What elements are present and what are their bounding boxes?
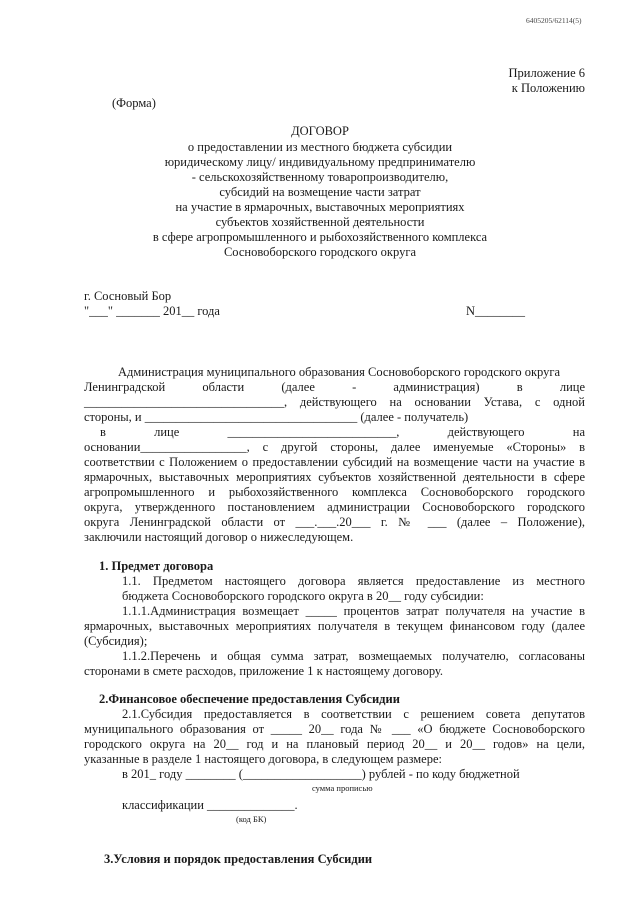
title-line: юридическому лицу/ индивидуальному предпринимателю [164, 155, 476, 169]
title-line: Сосновоборского городского округа [223, 245, 417, 259]
preamble-line: ярмарочных, выставочных мероприятиях субъектов хозяйственной деятельности в сфере [84, 470, 585, 484]
title-line: о предоставлении из местного бюджета субсидии [187, 140, 453, 154]
amount-line: в 201_ году ________ (___________________) рублей - по коду бюджетной [122, 767, 520, 781]
clause-1-1: бюджета Сосновоборского городского округа в 20__ году субсидии: [122, 589, 484, 603]
preamble-line: ________________________________, действующего на основании Устава, с одной [84, 395, 585, 409]
clause-1-1-2: сторонами в смете расходов, приложение 1 к настоящему договору. [84, 664, 444, 678]
date-line: "___" _______ 201__ года [84, 304, 220, 318]
form-label: (Форма) [112, 96, 156, 110]
preamble-line: заключили настоящий договор о нижеследующем. [84, 530, 354, 544]
clause-1-1-1: 1.1.1.Администрация возмещает _____ процентов затрат получателя на участие в [122, 604, 585, 618]
document-code: 6405205/62114(5) [526, 16, 582, 25]
title-line: - сельскохозяйственному товаропроизводителю, [191, 170, 449, 184]
appendix-number: Приложение 6 [508, 66, 585, 80]
preamble-line: округа Ленинградской области от ___.___.20___ г. № ___ (далее – Положение), [84, 515, 585, 529]
preamble-line: соответствии с Положением о предоставлении субсидий на возмещение части на участие в [84, 455, 585, 469]
place: г. Сосновый Бор [84, 289, 172, 303]
clause-1-1-2: 1.1.2.Перечень и общая сумма затрат, возмещаемых получателю, согласованы [122, 649, 585, 663]
clause-2-1: указанные в разделе 1 настоящего договора, в следующем размере: [84, 752, 442, 766]
classification-caption: (код БК) [236, 814, 267, 824]
preamble-line: стороны, и __________________________________ (далее - получатель) [84, 410, 469, 424]
clause-2-1: 2.1.Субсидия предоставляется в соответствии с решением совета депутатов [122, 707, 585, 721]
contract-number: N________ [466, 304, 526, 318]
section-heading: 2.Финансовое обеспечение предоставления Субсидии [99, 692, 400, 706]
section-heading: 3.Условия и порядок предоставления Субсидии [104, 852, 373, 866]
preamble-line: в лице ___________________________, действующего на [100, 425, 585, 439]
clause-2-1: муниципального образования от _____ 20__ года № ___ «О бюджете Сосновоборского [84, 722, 585, 736]
preamble-line: Ленинградской области (далее - администрация) в лице [84, 380, 585, 394]
clause-2-1: городского округа на 20__ год и на плановый период 20__ и 20__ годов» на цели, [84, 737, 585, 751]
classification-line: классификации ______________. [122, 798, 298, 812]
title-line: субсидий на возмещение части затрат [219, 185, 421, 199]
preamble-line: агропромышленного и рыбохозяйственного комплекса Сосновоборского городского [84, 485, 585, 499]
section-heading: 1. Предмет договора [99, 559, 214, 573]
preamble-line: основании_________________, с другой стороны, далее именуемые «Стороны» в [84, 440, 585, 454]
appendix-reference: к Положению [511, 81, 585, 95]
title-line: субъектов хозяйственной деятельности [215, 215, 425, 229]
clause-1-1-1: (Субсидия); [84, 634, 148, 648]
preamble-line: Администрация муниципального образования Сосновоборского городского округа [118, 365, 561, 379]
title-line: на участие в ярмарочных, выставочных мероприятиях [175, 200, 465, 214]
title-line: в сфере агропромышленного и рыбохозяйственного комплекса [152, 230, 488, 244]
clause-1-1: 1.1. Предметом настоящего договора является предоставление из местного [122, 574, 585, 588]
title-heading: ДОГОВОР [291, 124, 349, 138]
clause-1-1-1: ярмарочных, выставочных мероприятиях получателя в текущем финансовом году (далее [84, 619, 585, 633]
amount-caption: сумма прописью [312, 783, 373, 793]
preamble-line: округа, утвержденного постановлением администрации Сосновоборского городского [84, 500, 585, 514]
